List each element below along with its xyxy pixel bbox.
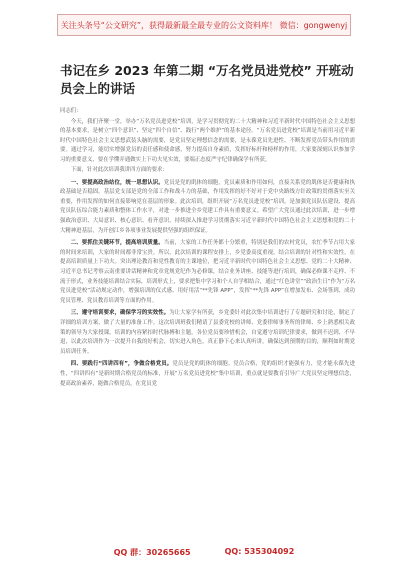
section-4-body: 党员是党的肌体的细胞。党员合格，党的组织才能强有力，党才能永葆先进性，“四讲四有”是新时期合格党员的标准，开展“万名党员进党校”集中培训，重点就是要教育引导广大党员坚定理想信念，提高政治素养，能做合格党员，在党员党 xyxy=(60,361,355,387)
section-1-body: 党员是党的肌体的细胞，党员素质和作用如何，直接关系党的肌体是否健康和执政基础是否稳固。基层党支部是党的全部工作和战斗力的基础，作用发挥的好不好对于党中央路线方针政策的贯彻落实至关重要，作用发挥的如何直接影响党在基层的形象。此次培训，组织开展“万名党员进党校”培训，是加强党员队伍建设、提高党员队伍综合能力素质和整体工作水平，对进一步推进全乡党建工作具有重要意义。希望广大党员通过此次培训，进一步增强政治意识、大局意识、核心意识、看齐意识，持续深入推进学习贯彻落实习近平新时代中国特色社会主义思想和党的二十大精神进基层，为开创江乡各项事业发展提供坚强的组织保证。 xyxy=(60,179,355,234)
section-2 xyxy=(60,239,355,306)
salutation: 同志们： xyxy=(60,108,82,114)
section-3-heading: 三、遵守培训要求，确保学习的实效性。 xyxy=(70,310,170,317)
footer-qq-group: QQ 群：30265665 xyxy=(113,548,191,557)
section-2-heading: 二、要抓住关键环节，提高培训质量。 xyxy=(70,240,164,247)
intro-paragraph: 今天，我们齐聚一堂，举办“万名党员进党校”培训，是学习贯彻党的二十大精神和习近平新时代中国特色社会主义思想的基本要求，是树立“四个意识”、坚定“四个自信”、践行“两个维护”的基本途径。“万名党员进党校”培训是当前用习近平新时代中国特色社会主义思想武装头脑的需要，是党员坚定理想信念的需要，是永葆党员先进性、不断发挥党员带头作用的需要。通过学习，能切实增强党员的责任感和使命感，努力提高自身素质，发挥好标杆和榜样的作用，大家要深刻认识参加学习的重要意义，要在学懂弄通做实上下功夫见实效，要端正态度严守纪律确保学有所获。 xyxy=(60,118,355,163)
section-3-body: 为让大家学有所获，乡党委针对此次集中培训进行了专题研究和讨论，制定了详细的培训方案，做了大量的准备工作。这次培训班我们精请了县委党校的讲师、党委律师事务所的律师、乡上熟悉相关政策的领导为大家授课，培训的内容紧扣时代脉搏和主题，各位党员要珍惜机会，自觉遵守培训纪律要求，做到不迟到、不早退，以此次培训作为一次提升自我的好机会，切实进入角色，真正静下心来认真听讲，确保达到预期的目的，顺利如时期党员培训任务。 xyxy=(60,310,355,355)
top-banner xyxy=(57,14,351,36)
transition-paragraph: 下面，针对此次培训我讲四方面的要求： xyxy=(70,167,168,174)
section-1-heading: 一、要提高政治站位，统一思想认识。 xyxy=(70,179,164,186)
section-4 xyxy=(60,360,355,389)
section-3 xyxy=(60,309,355,357)
footer-contact xyxy=(0,547,408,561)
section-1 xyxy=(60,179,355,237)
document-body xyxy=(60,107,355,389)
banner-text: 关注头条号“公文研究”，获得最新最全最专业的公文资料库！ 微信：gongwenyj xyxy=(60,20,348,30)
section-2-body: 当前，大家的工作任务都十分繁重，特别是我们的农村党员，农忙季节占用大家的时间来培训，大家的时间都非常宝贵。所以，此次培训的课程安排上，乡党委高度重视，结合培训的针对性和实效性，在提高培训质量上下功夫。突出理论教育和党性教育的主课地位，把习近平新时代中国特色社会主义思想、党的二十大精神、习近平总书记考察云南重要讲话精神和党章党规党纪作为必修课，结合业务讲座、技能等进行培训，确保必修课不走样、不流于形式，业务技能培训结合实际，培训形式上，要求把集中学习和个人自学相结合，通过“红色讲堂”“政治生日”作为“万名党员进党校”活动规定动作，增强培训的仪式感、用好用活“**先锋 APP”，发挥“**先锋 APP”在增加发布、会场签到、成功党员管理、党员教育培训等方面的作用。 xyxy=(60,240,355,304)
document-title: 书记在乡 2023 年第二期 “万名党员进党校” 开班动员会上的讲话 xyxy=(60,63,354,96)
footer-qq: QQ: 535304092 xyxy=(224,547,295,556)
section-4-heading: 四、要践行“四讲四有”，争做合格党员。 xyxy=(70,361,173,368)
